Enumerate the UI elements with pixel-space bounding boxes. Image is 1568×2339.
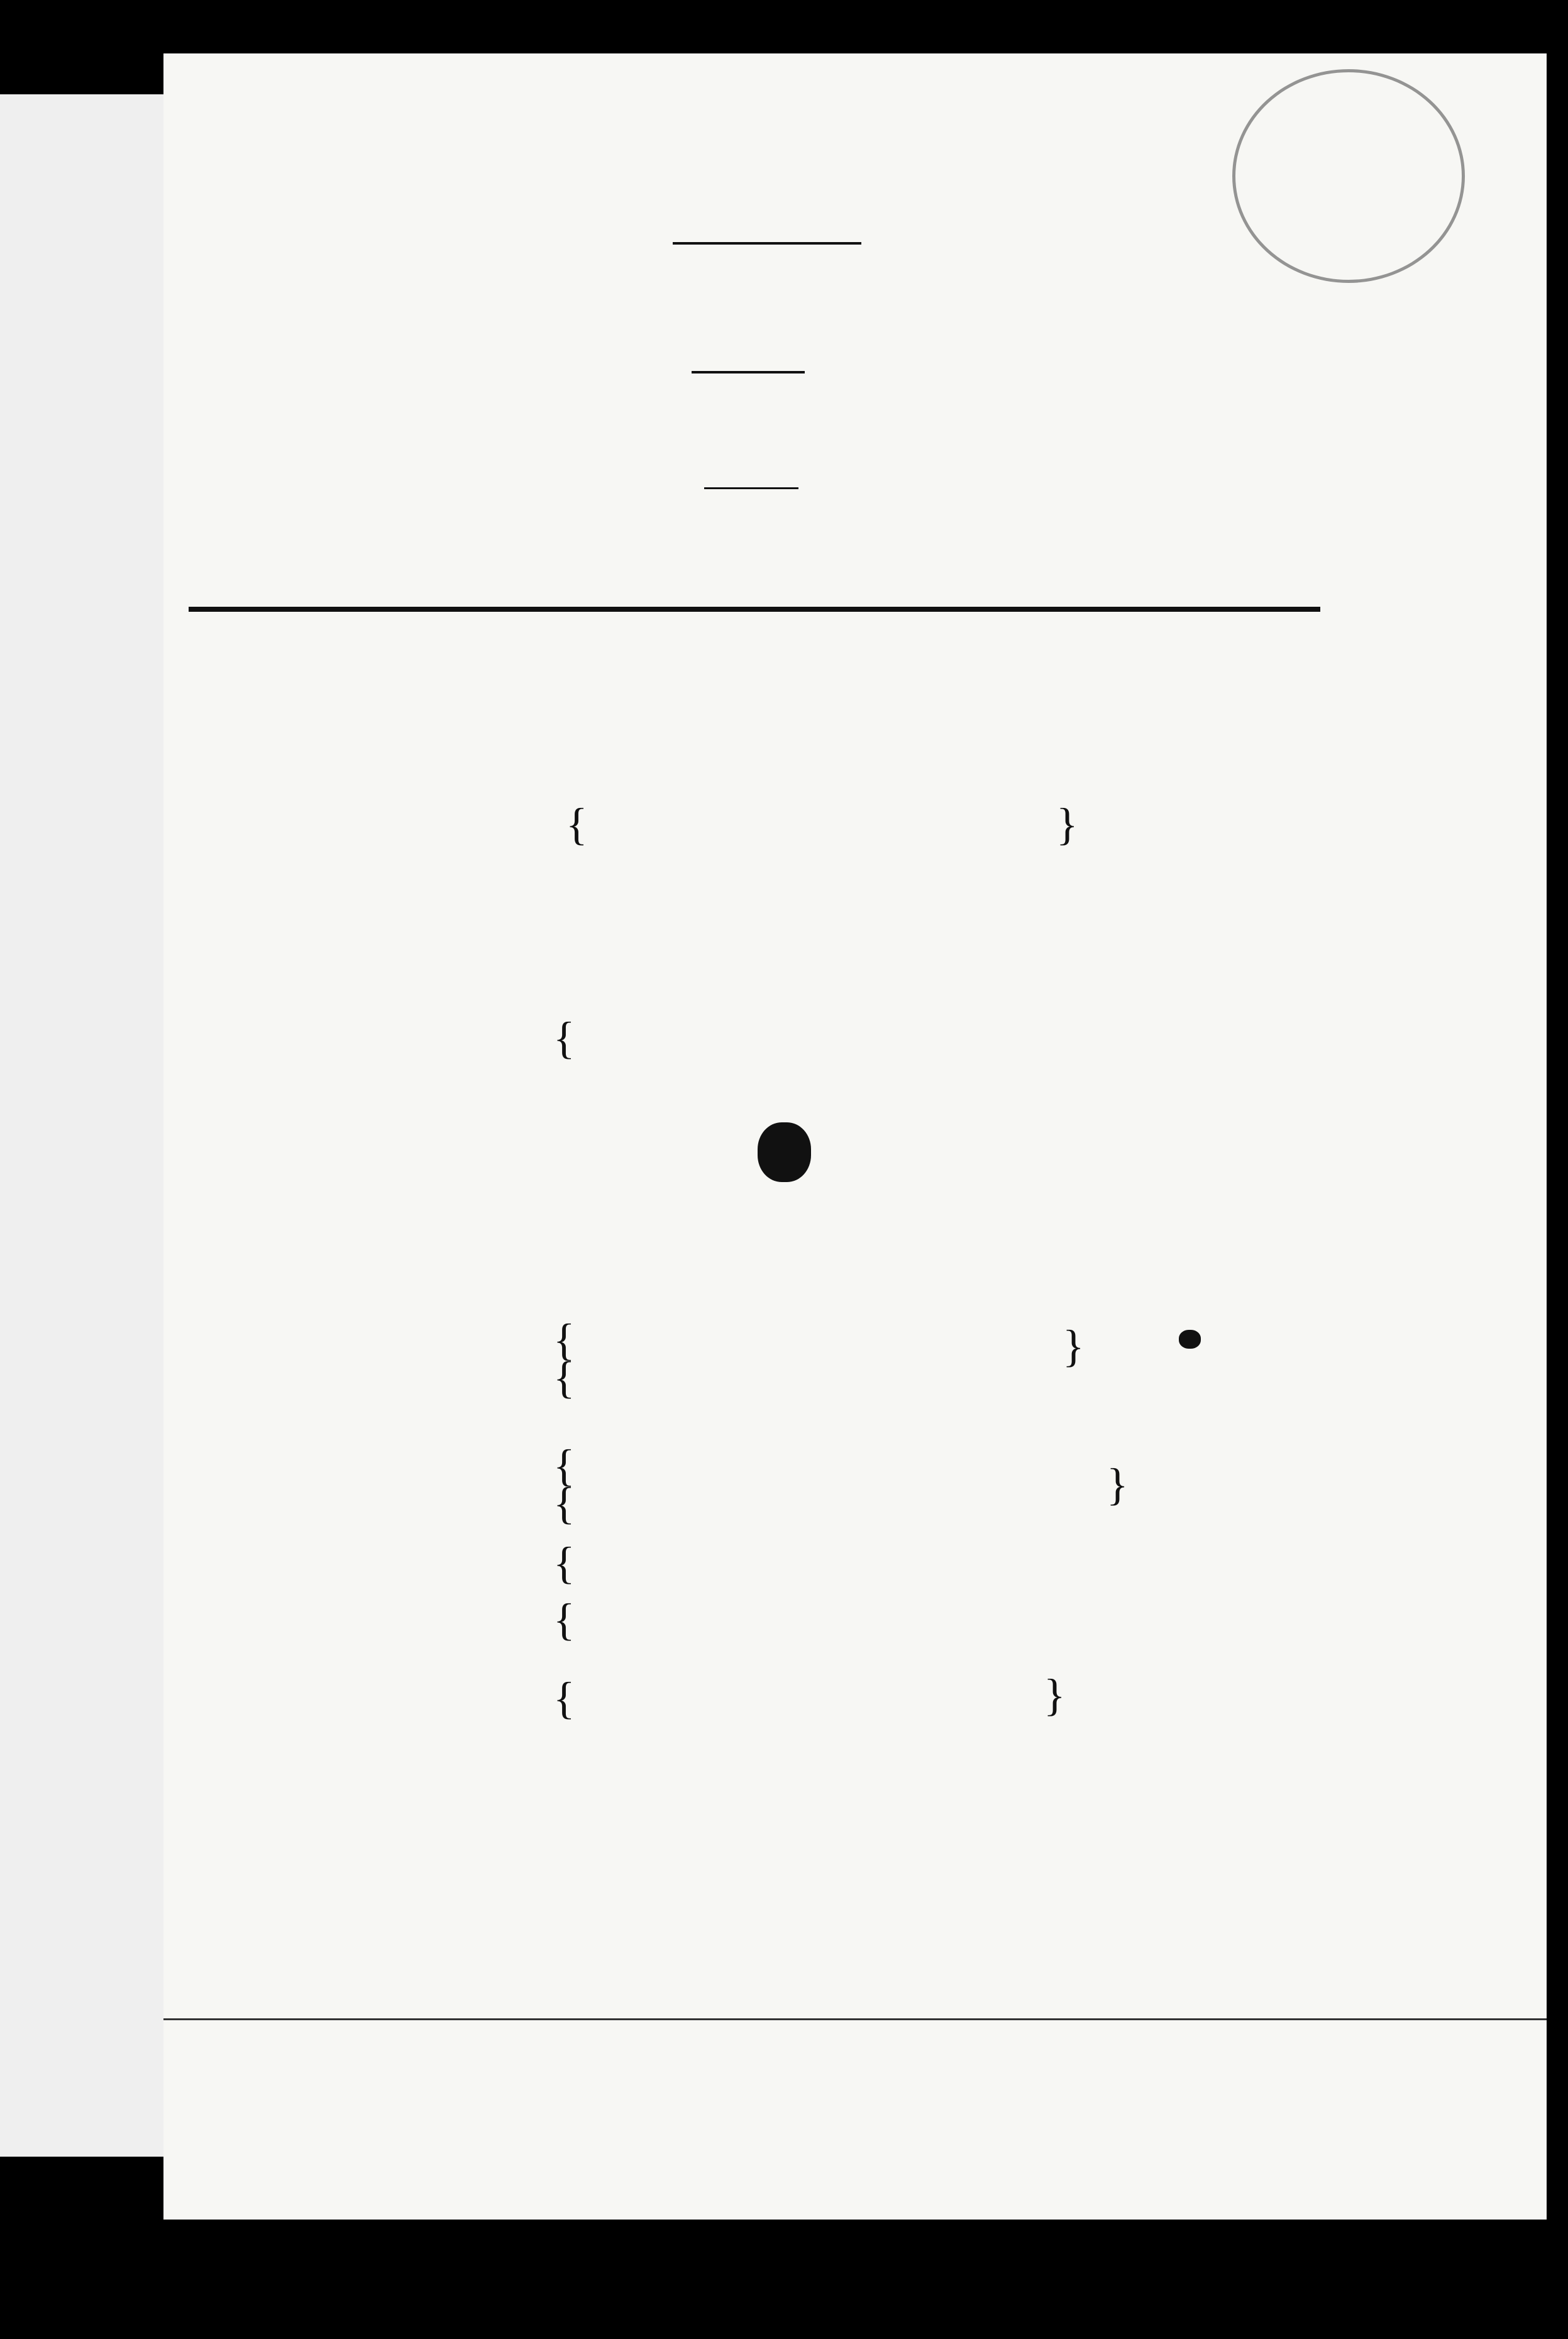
lot-brace: {: [553, 1478, 575, 1529]
voter-list-rows: [163, 53, 1547, 2220]
lot-brace: {: [566, 799, 588, 849]
ink-blot: [758, 1122, 811, 1182]
street-brace: }: [1044, 1670, 1066, 1720]
lot-brace: {: [553, 1013, 575, 1063]
lot-brace: {: [553, 1315, 575, 1365]
bottom-rule: [163, 2018, 1547, 2020]
lot-brace: {: [553, 1595, 575, 1645]
ink-blot: [1179, 1330, 1201, 1349]
lot-brace: {: [553, 1352, 575, 1403]
street-brace: }: [1063, 1321, 1085, 1371]
document-page: [163, 53, 1547, 2220]
lot-brace: {: [553, 1673, 575, 1723]
street-brace: }: [1056, 799, 1078, 849]
lot-brace: {: [553, 1538, 575, 1588]
street-brace: }: [1107, 1459, 1129, 1510]
lot-brace: {: [553, 1440, 575, 1491]
